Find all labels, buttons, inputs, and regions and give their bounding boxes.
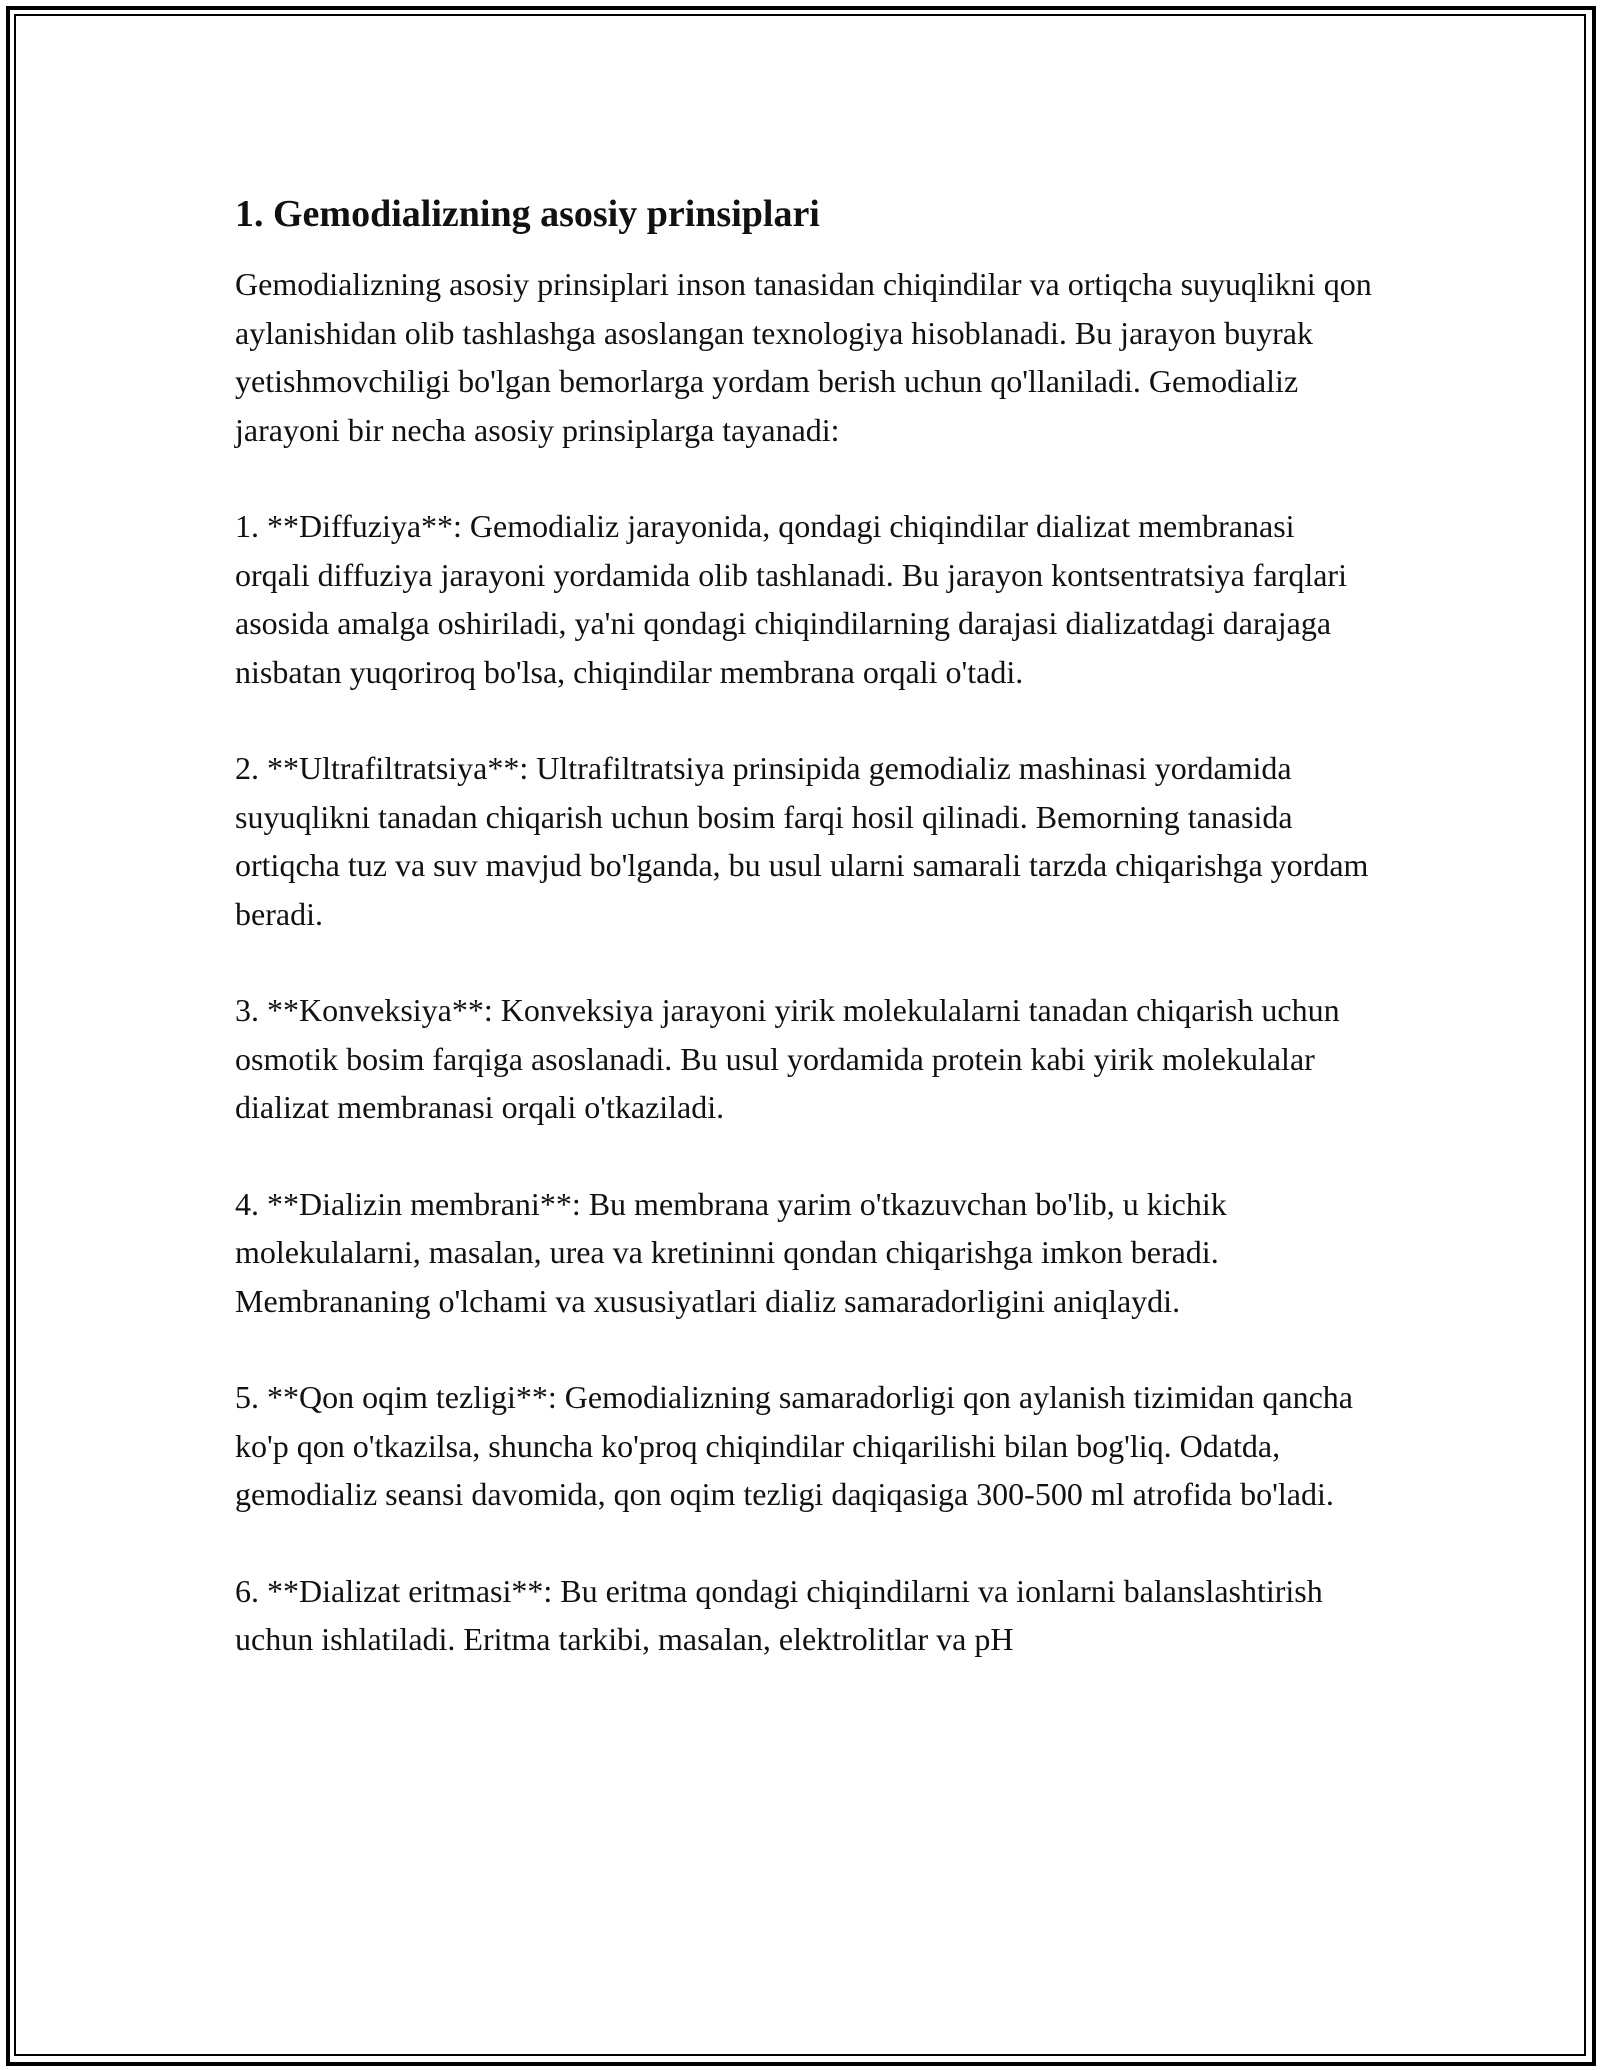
paragraph-dialysate: 6. **Dializat eritmasi**: Bu eritma qondagi chiqindilarni va ionlarni balanslashtirish uchun ishlatiladi. Eritma tarkibi, masalan, elektrolitlar va pH [235,1572,1323,1657]
intro-paragraph: Gemodializning asosiy prinsiplari inson tanasidan chiqindilar va ortiqcha suyuqlikni qon aylanishidan olib tashlashga asoslangan texnologiya hisoblanadi. Bu jarayon buyrak yetishmovchiligi bo'lgan bemorlarga yordam berish uchun qo'llaniladi. Gemodializ jarayoni bir necha asosiy prinsiplarga tayanadi: [235,266,1372,448]
paragraph-ultrafiltration: 2. **Ultrafiltratsiya**: Ultrafiltratsiya prinsipida gemodializ mashinasi yordamida suyuqlikni tanadan chiqarish uchun bosim farqi hosil qilinadi. Bemorning tanasida ortiqcha tuz va suv mavjud bo'lganda, bu usul ularni samarali tarzda chiqarishga yordam beradi. [235,750,1369,932]
paragraph-diffusion: 1. **Diffuziya**: Gemodializ jarayonida, qondagi chiqindilar dializat membranasi orqali diffuziya jarayoni yordamida olib tashlanadi. Bu jarayon kontsentratsiya farqlari asosida amalga oshiriladi, ya'ni qondagi chiqindilarning darajasi dializatdagi darajaga nisbatan yuqoriroq bo'lsa, chiqindilar membrana orqali o'tadi. [235,508,1347,690]
document-body [235,186,1375,1712]
paragraph-membrane: 4. **Dializin membrani**: Bu membrana yarim o'tkazuvchan bo'lib, u kichik molekulalarni, masalan, urea va kretininni qondan chiqarishga imkon beradi. Membrananing o'lchami va xususiyatlari dializ samaradorligini aniqlaydi. [235,1185,1227,1319]
paragraph-convection: 3. **Konveksiya**: Konveksiya jarayoni yirik molekulalarni tanadan chiqarish uchun osmotik bosim farqiga asoslanadi. Bu usul yordamida protein kabi yirik molekulalar dializat membranasi orqali o'tkaziladi. [235,992,1340,1125]
section-heading: 1. Gemodializning asosiy prinsiplari [235,193,820,235]
paragraph-blood-flow: 5. **Qon oqim tezligi**: Gemodializning samaradorligi qon aylanish tizimidan qancha ko'p qon o'tkazilsa, shuncha ko'proq chiqindilar chiqarilishi bilan bog'liq. Odatda, gemodializ seansi davomida, qon oqim tezligi daqiqasiga 300-500 ml atrofida bo'ladi. [235,1379,1353,1512]
